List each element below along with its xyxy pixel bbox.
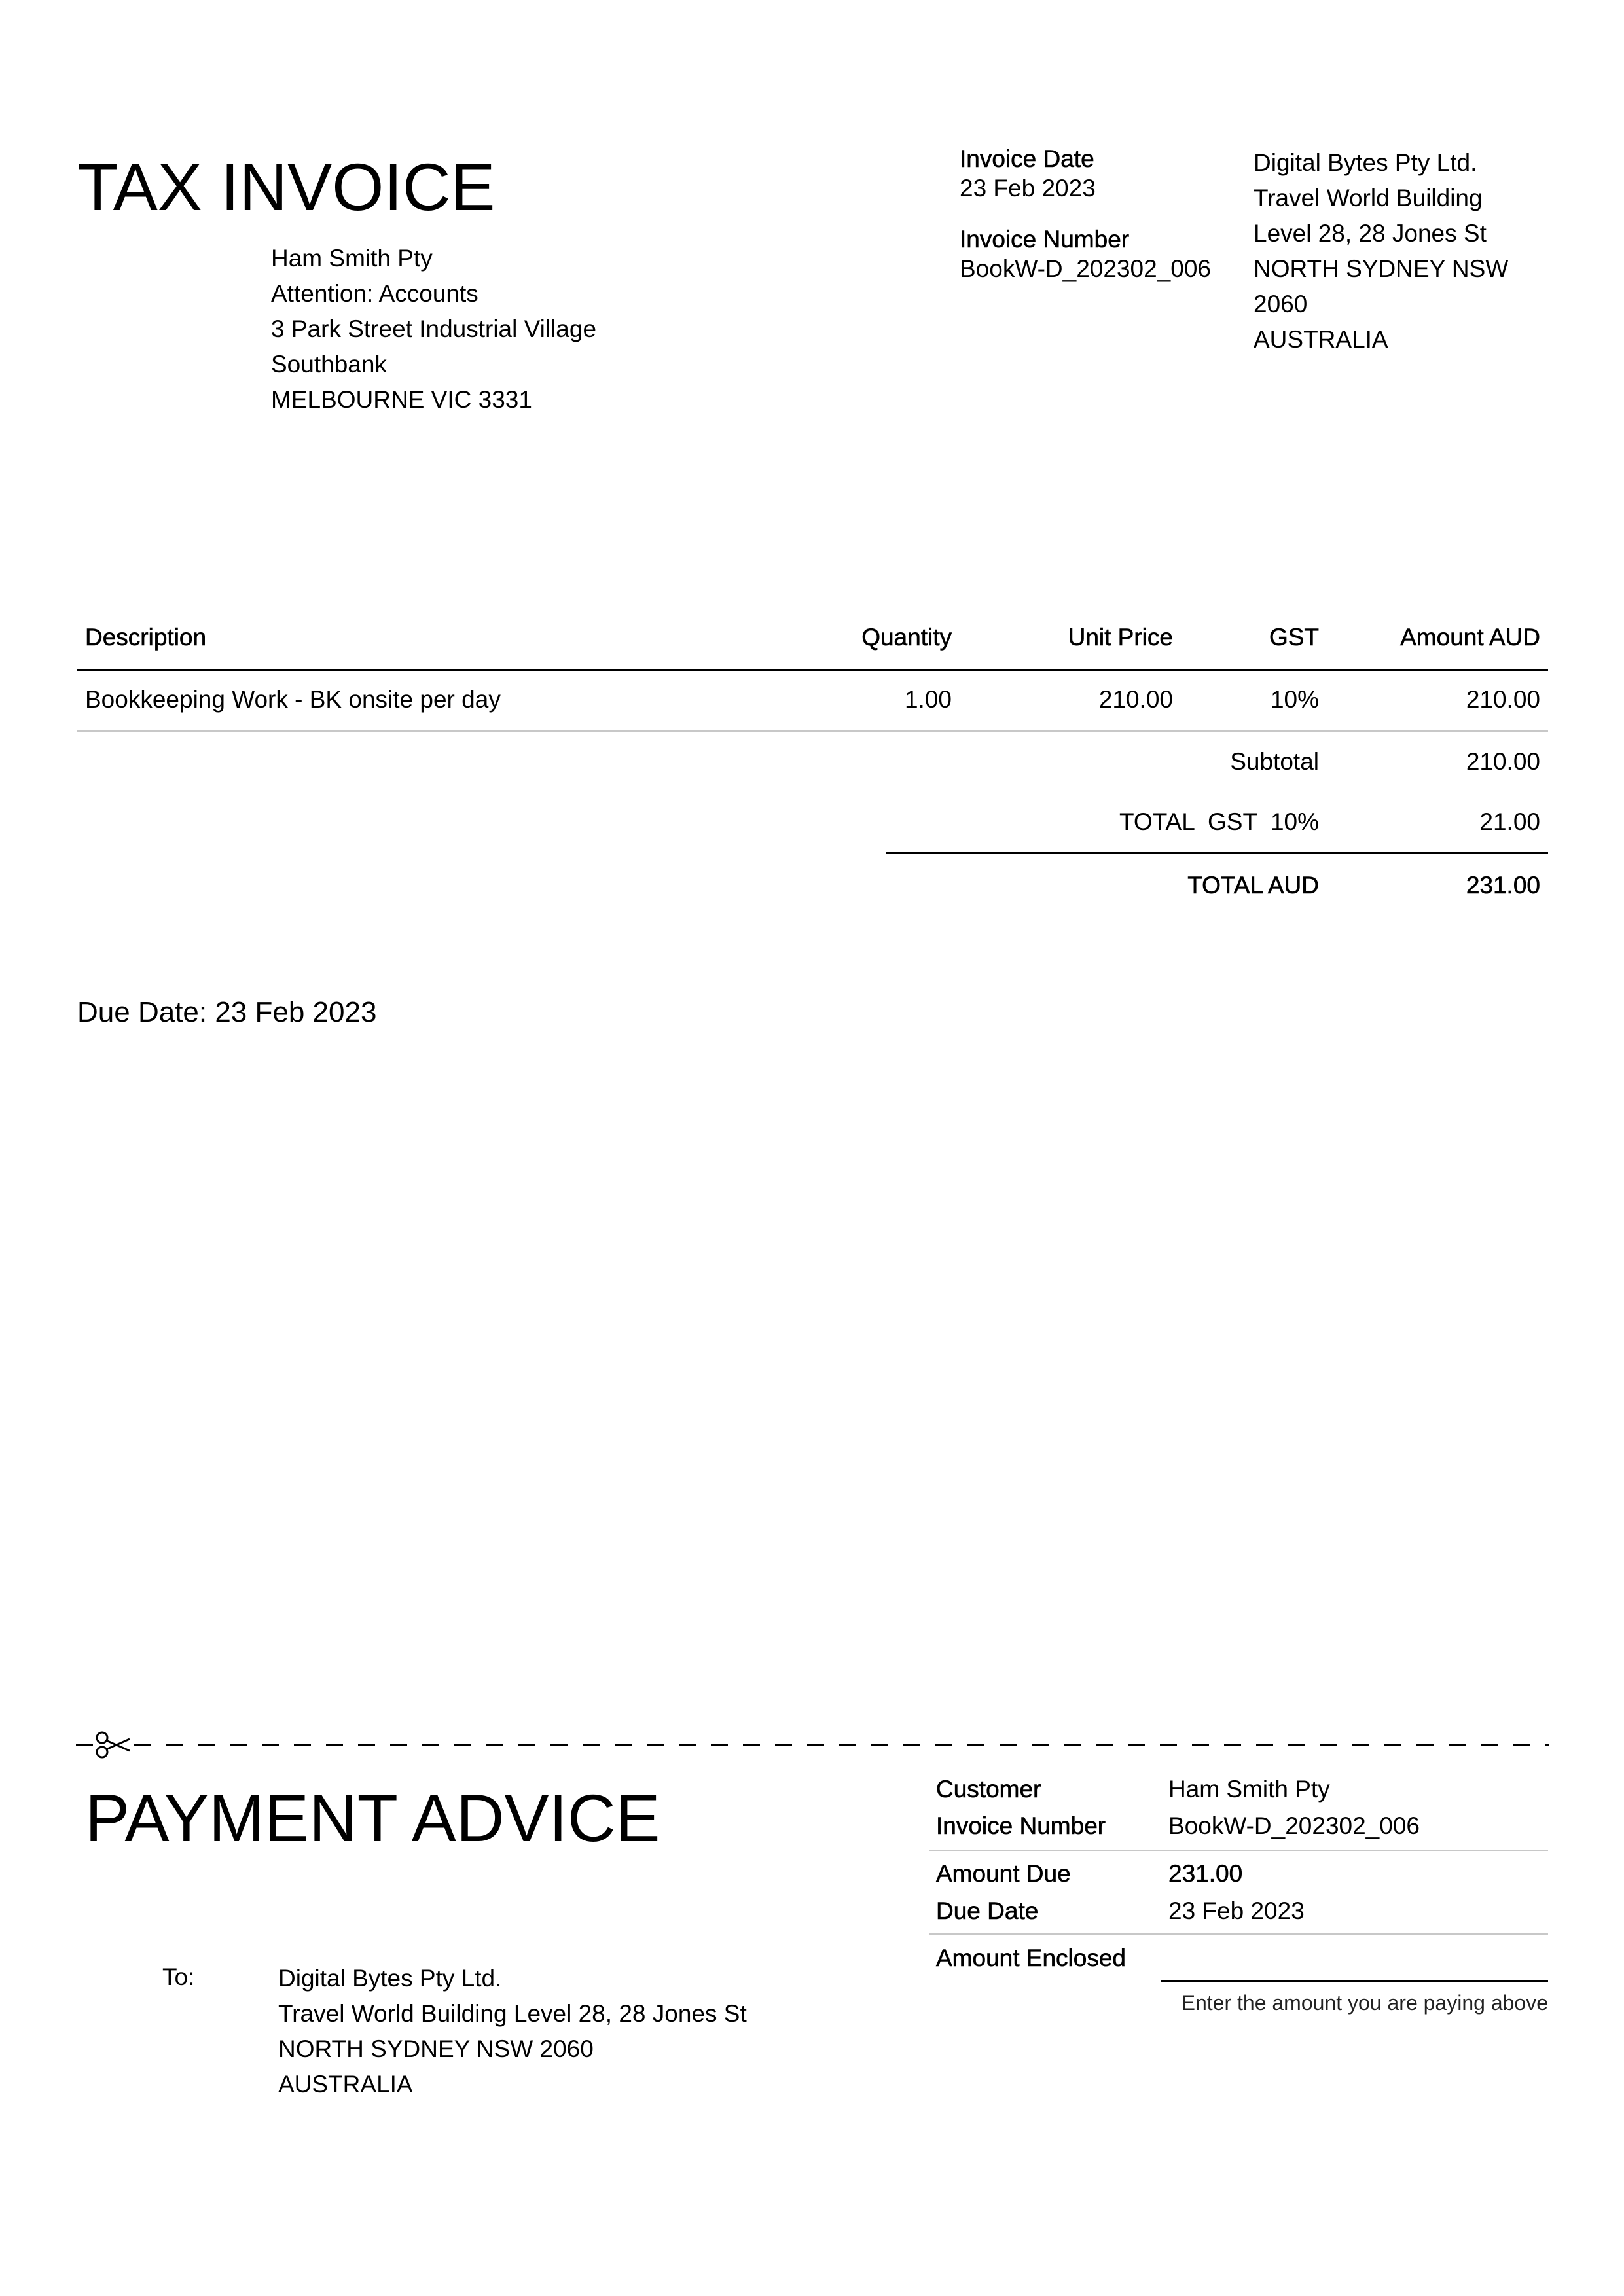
- invoice-number-label: Invoice Number: [960, 226, 1130, 253]
- amount-enclosed-field[interactable]: [1161, 1950, 1548, 1982]
- header-amount: Amount AUD: [1400, 624, 1540, 651]
- pa-invoice-number-value: BookW-D_202302_006: [1168, 1812, 1420, 1839]
- row-quantity: 1.00: [904, 686, 952, 713]
- to-label: To:: [162, 1964, 195, 1990]
- due-date-text: Due Date: 23 Feb 2023: [77, 996, 377, 1028]
- remit-to-line: Travel World Building Level 28, 28 Jones St: [278, 2000, 747, 2027]
- row-amount: 210.00: [1466, 686, 1540, 713]
- invoice-title: TAX INVOICE: [77, 150, 496, 224]
- from-line: AUSTRALIA: [1254, 326, 1388, 353]
- bill-to-line: 3 Park Street Industrial Village: [271, 315, 597, 342]
- payment-advice-title: PAYMENT ADVICE: [85, 1781, 660, 1856]
- amount-enclosed-hint: Enter the amount you are paying above: [1181, 1991, 1548, 2015]
- invoice-date: 23 Feb 2023: [960, 175, 1096, 202]
- customer-value: Ham Smith Pty: [1168, 1776, 1330, 1803]
- total-divider: [886, 852, 1548, 854]
- from-line: Level 28, 28 Jones St: [1254, 220, 1487, 247]
- subtotal-value: 210.00: [1466, 748, 1540, 775]
- row-unit-price: 210.00: [1098, 686, 1173, 713]
- header-quantity: Quantity: [861, 624, 952, 651]
- from-line: Digital Bytes Pty Ltd.: [1254, 149, 1477, 176]
- header-description: Description: [85, 624, 207, 651]
- details-divider: [929, 1850, 1548, 1851]
- remit-to-line: AUSTRALIA: [278, 2071, 413, 2098]
- details-divider: [929, 1933, 1548, 1935]
- pa-due-date-label: Due Date: [936, 1897, 1039, 1924]
- bill-to-line: Attention: Accounts: [271, 280, 478, 307]
- remit-to-address: [278, 1961, 747, 2102]
- from-line: 2060: [1254, 291, 1308, 317]
- subtotal-label: Subtotal: [1230, 748, 1319, 775]
- remit-to-line: NORTH SYDNEY NSW 2060: [278, 2036, 594, 2062]
- header-divider: [77, 669, 1548, 671]
- pa-due-date-value: 23 Feb 2023: [1168, 1897, 1305, 1924]
- pa-invoice-number-label: Invoice Number: [936, 1812, 1106, 1839]
- row-divider: [77, 730, 1548, 732]
- customer-label: Customer: [936, 1776, 1041, 1803]
- bill-to-line: Southbank: [271, 351, 387, 378]
- from-line: Travel World Building: [1254, 185, 1483, 211]
- amount-enclosed-label: Amount Enclosed: [936, 1945, 1127, 1971]
- invoice-date-label: Invoice Date: [960, 145, 1094, 172]
- amount-due-label: Amount Due: [936, 1860, 1071, 1887]
- total-label: TOTAL AUD: [1187, 872, 1319, 899]
- amount-due-value: 231.00: [1168, 1860, 1243, 1887]
- bill-to-line: Ham Smith Pty: [271, 245, 433, 272]
- invoice-number: BookW-D_202302_006: [960, 255, 1211, 282]
- cut-line: [76, 1729, 1549, 1761]
- from-address: [1254, 145, 1508, 357]
- bill-to-line: MELBOURNE VIC 3331: [271, 386, 532, 413]
- from-line: NORTH SYDNEY NSW: [1254, 255, 1509, 282]
- row-gst: 10%: [1270, 686, 1319, 713]
- header-gst: GST: [1269, 624, 1319, 651]
- row-description: Bookkeeping Work - BK onsite per day: [85, 686, 501, 713]
- scissors-icon: [97, 1732, 130, 1757]
- cut-line-svg: [76, 1729, 1549, 1761]
- gst-total-label: TOTAL GST 10%: [1119, 808, 1319, 835]
- total-value: 231.00: [1466, 872, 1540, 899]
- header-unit-price: Unit Price: [1068, 624, 1173, 651]
- gst-total-value: 21.00: [1479, 808, 1540, 835]
- invoice-meta: [960, 144, 1211, 283]
- remit-to-line: Digital Bytes Pty Ltd.: [278, 1965, 502, 1992]
- bill-to-address: [271, 241, 596, 418]
